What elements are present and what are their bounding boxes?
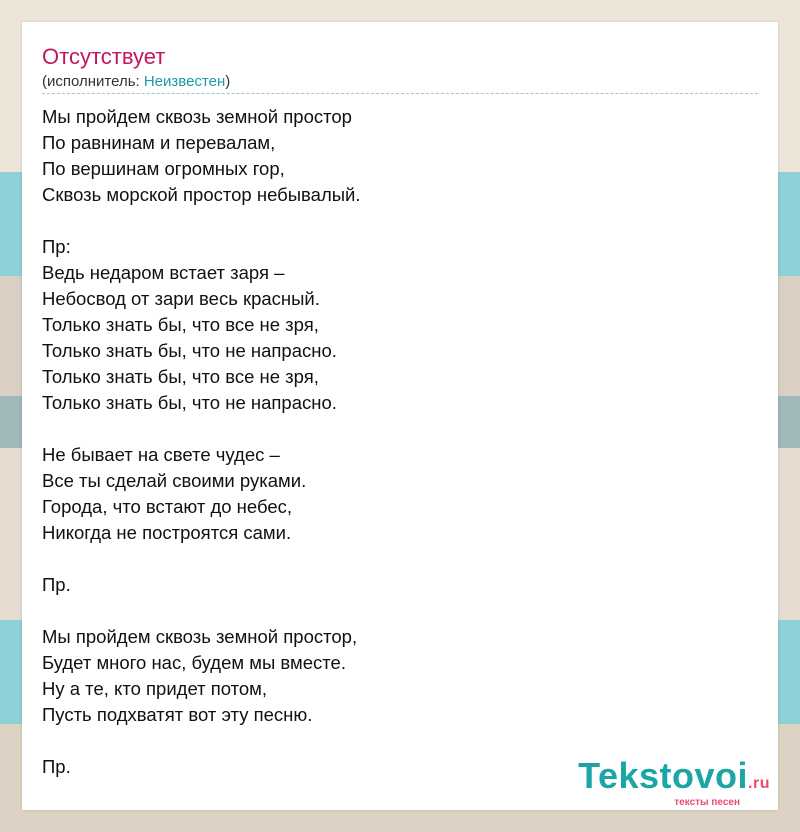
logo-tld: .ru bbox=[748, 775, 770, 792]
lyrics-line: Пр. bbox=[42, 574, 71, 595]
lyrics-line bbox=[42, 546, 361, 572]
lyrics-text bbox=[42, 104, 361, 780]
lyrics-line bbox=[42, 208, 361, 234]
lyrics-line: Никогда не построятся сами. bbox=[42, 522, 292, 543]
artist-suffix: ) bbox=[225, 73, 231, 90]
lyrics-line: Все ты сделай своими руками. bbox=[42, 470, 307, 491]
lyrics-line: Только знать бы, что не напрасно. bbox=[42, 340, 337, 361]
lyrics-line: Только знать бы, что не напрасно. bbox=[42, 392, 337, 413]
lyrics-line: По вершинам огромных гор, bbox=[42, 158, 285, 179]
artist-link[interactable]: Неизвестен bbox=[143, 73, 226, 90]
lyrics-line bbox=[42, 416, 361, 442]
lyrics-line: Ну а те, кто придет потом, bbox=[42, 678, 268, 699]
lyrics-line: Только знать бы, что все не зря, bbox=[42, 314, 319, 335]
lyrics-line: Только знать бы, что все не зря, bbox=[42, 366, 319, 387]
artist-prefix: (исполнитель: bbox=[42, 73, 144, 90]
artist-line bbox=[42, 73, 230, 91]
lyrics-line bbox=[42, 598, 361, 624]
lyrics-line: Не бывает на свете чудес – bbox=[42, 444, 280, 465]
lyrics-line: Сквозь морской простор небывалый. bbox=[42, 184, 361, 205]
lyrics-line: Пусть подхватят вот эту песню. bbox=[42, 704, 313, 725]
song-title: Отсутствует bbox=[42, 44, 166, 69]
lyrics-line: Мы пройдем сквозь земной простор bbox=[42, 106, 352, 127]
lyrics-line: Пр: bbox=[42, 236, 71, 257]
lyrics-line bbox=[42, 728, 361, 754]
lyrics-line: Мы пройдем сквозь земной простор, bbox=[42, 626, 358, 647]
lyrics-line: Будет много нас, будем мы вместе. bbox=[42, 652, 346, 673]
lyrics-line: Города, что встают до небес, bbox=[42, 496, 293, 517]
lyrics-line: Пр. bbox=[42, 756, 71, 777]
lyrics-line: Небосвод от зари весь красный. bbox=[42, 288, 320, 309]
site-logo[interactable] bbox=[578, 755, 770, 808]
title-divider bbox=[42, 93, 758, 94]
logo-subtitle: тексты песен bbox=[674, 797, 740, 808]
logo-main-text: Tekstovoi bbox=[578, 755, 749, 796]
lyrics-line: Ведь недаром встает заря – bbox=[42, 262, 285, 283]
logo-wordmark bbox=[578, 755, 770, 801]
lyrics-line: По равнинам и перевалам, bbox=[42, 132, 276, 153]
lyrics-card bbox=[22, 22, 778, 810]
